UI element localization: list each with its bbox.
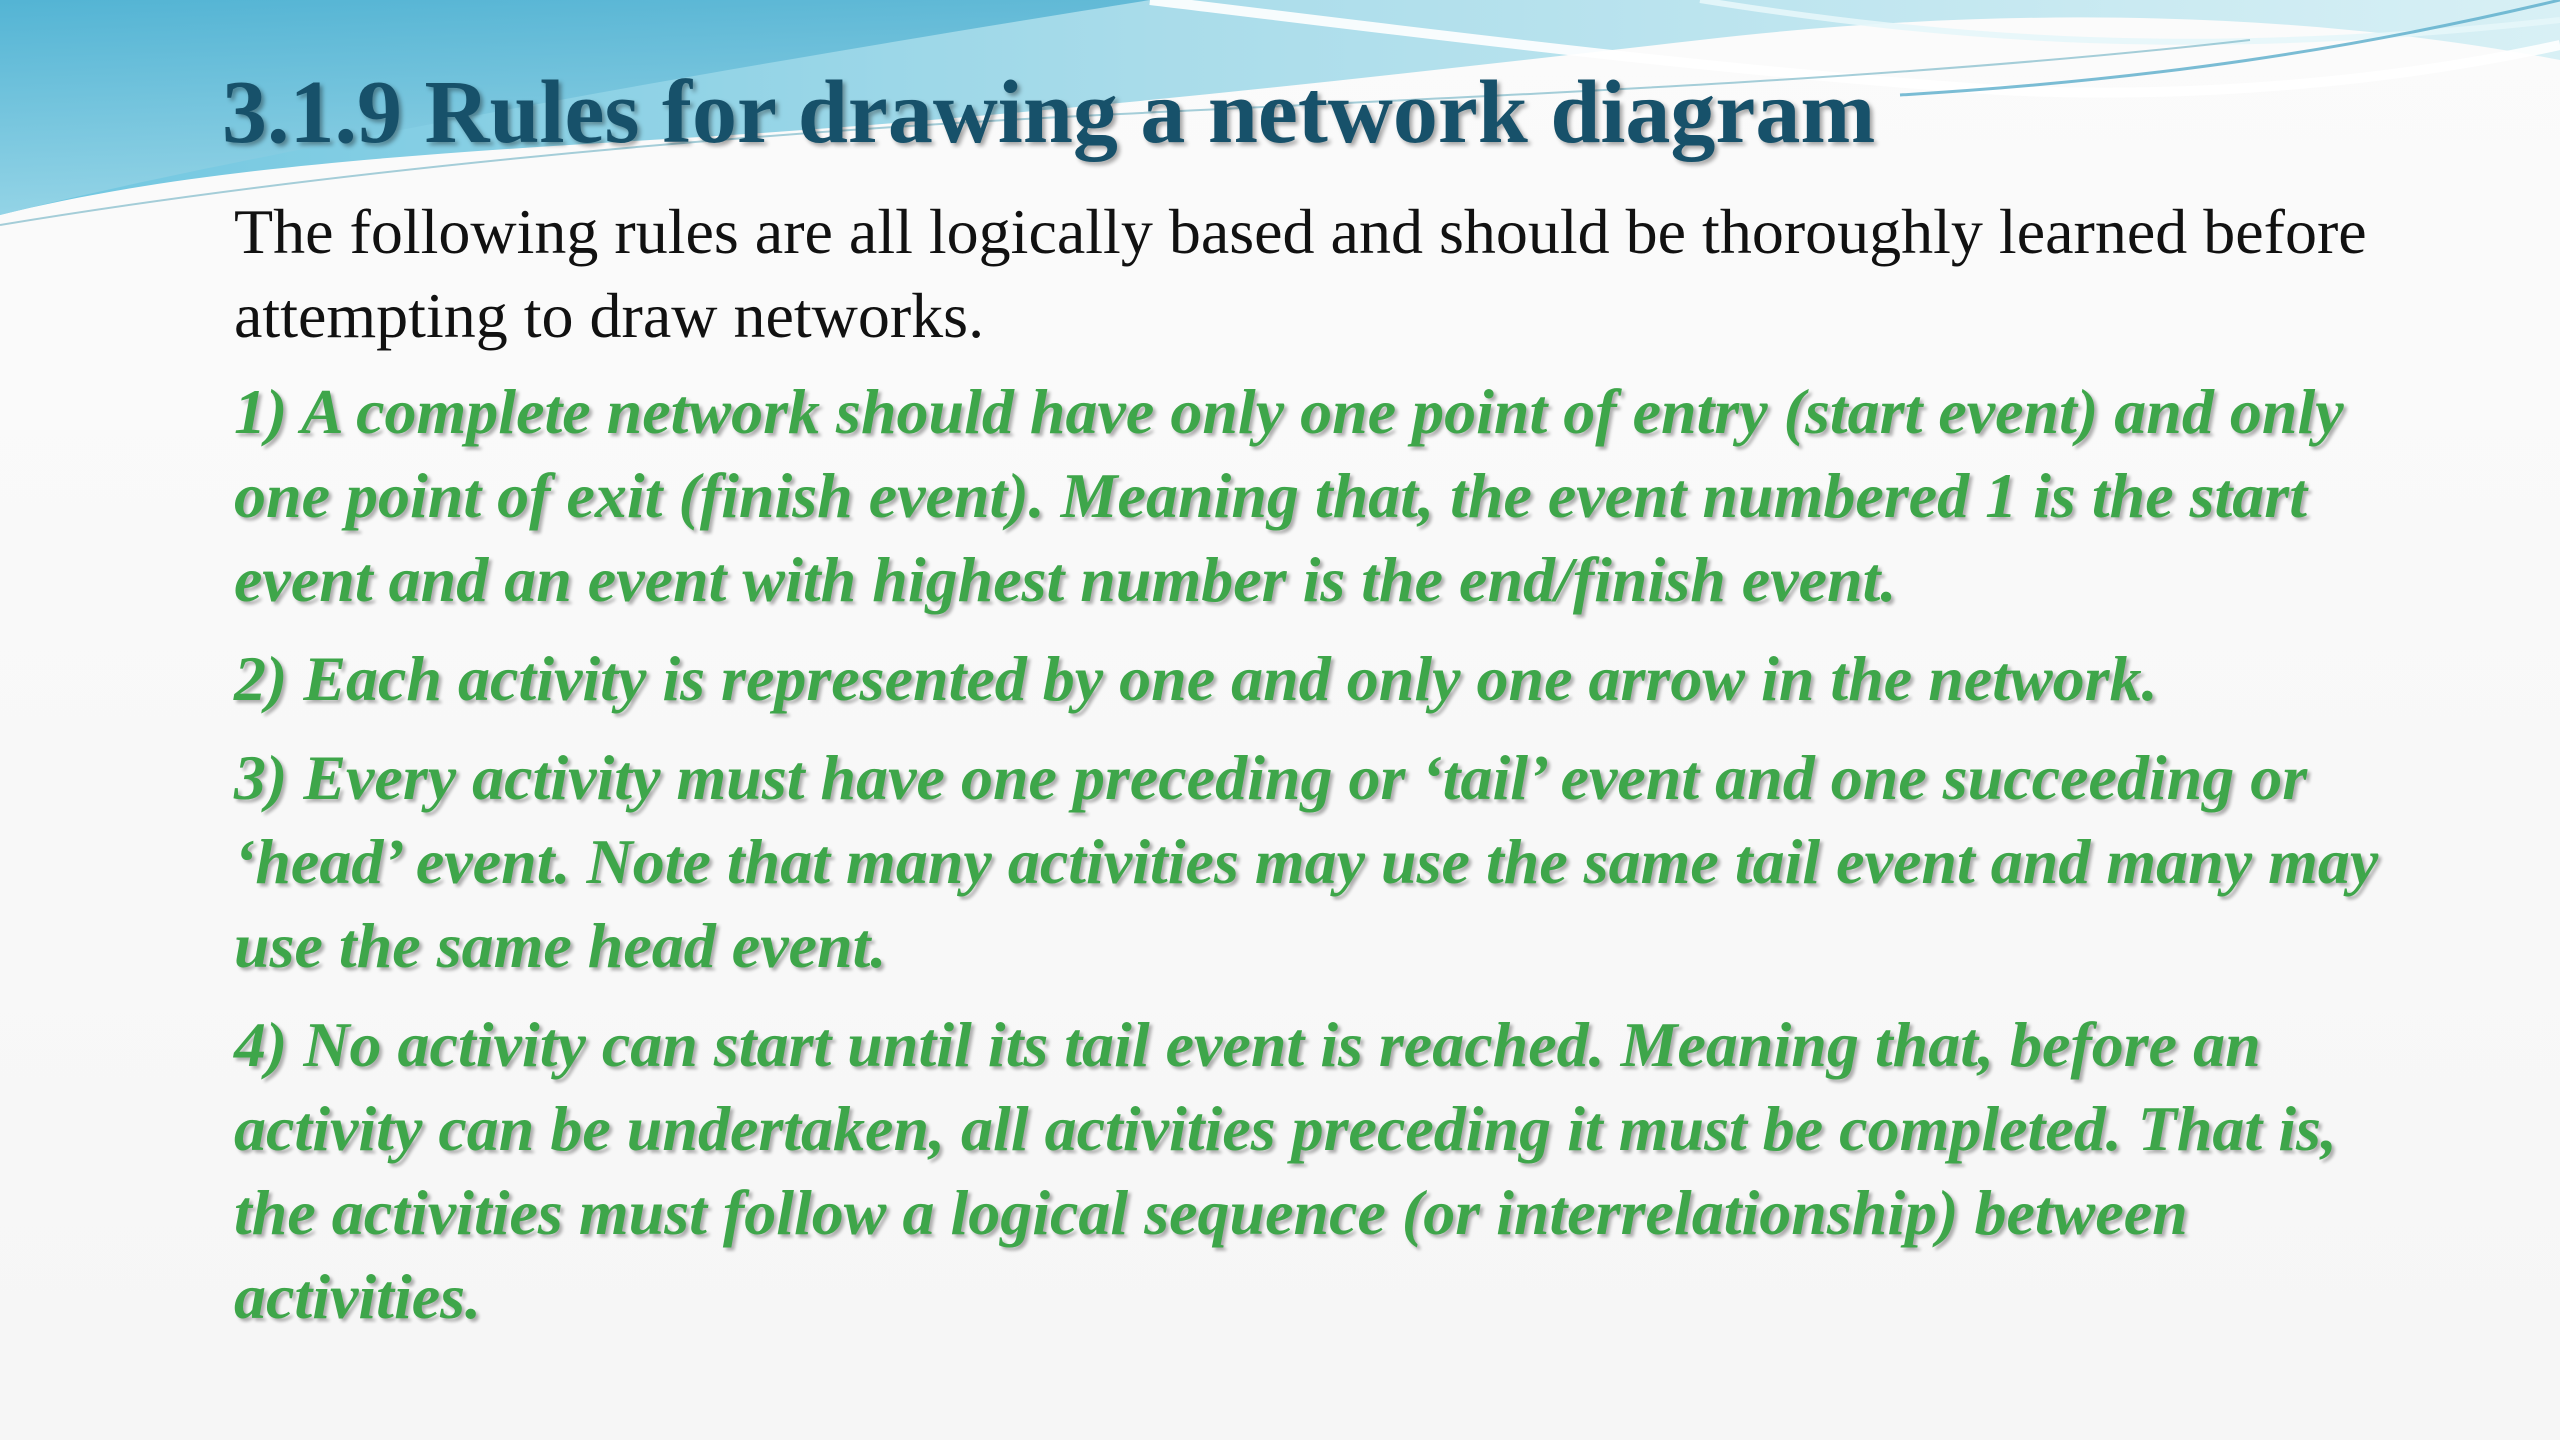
rule-item-2: 2) Each activity is represented by one and only one arrow in the network. [234, 643, 2158, 714]
rules-list [234, 370, 2384, 1354]
slide-title: 3.1.9 Rules for drawing a network diagram [222, 63, 1876, 162]
rule-item-3: 3) Every activity must have one preceding or ‘tail’ event and one succeeding or ‘head’ event. Note that many activities may use the same tail event and many may use the same head event. [234, 742, 2379, 981]
intro-paragraph: The following rules are all logically based and should be thoroughly learned before attempting to draw networks. [234, 196, 2367, 351]
rule-item-4: 4) No activity can start until its tail event is reached. Meaning that, before an activity can be undertaken, all activities preceding it must be completed. That is, the activities must follow a logical sequence (or interrelationship) between activities. [234, 1009, 2337, 1332]
rule-item-1: 1) A complete network should have only one point of entry (start event) and only one point of exit (finish event). Meaning that, the event numbered 1 is the start event and an event with highest number is the end/finish event. [234, 376, 2344, 615]
